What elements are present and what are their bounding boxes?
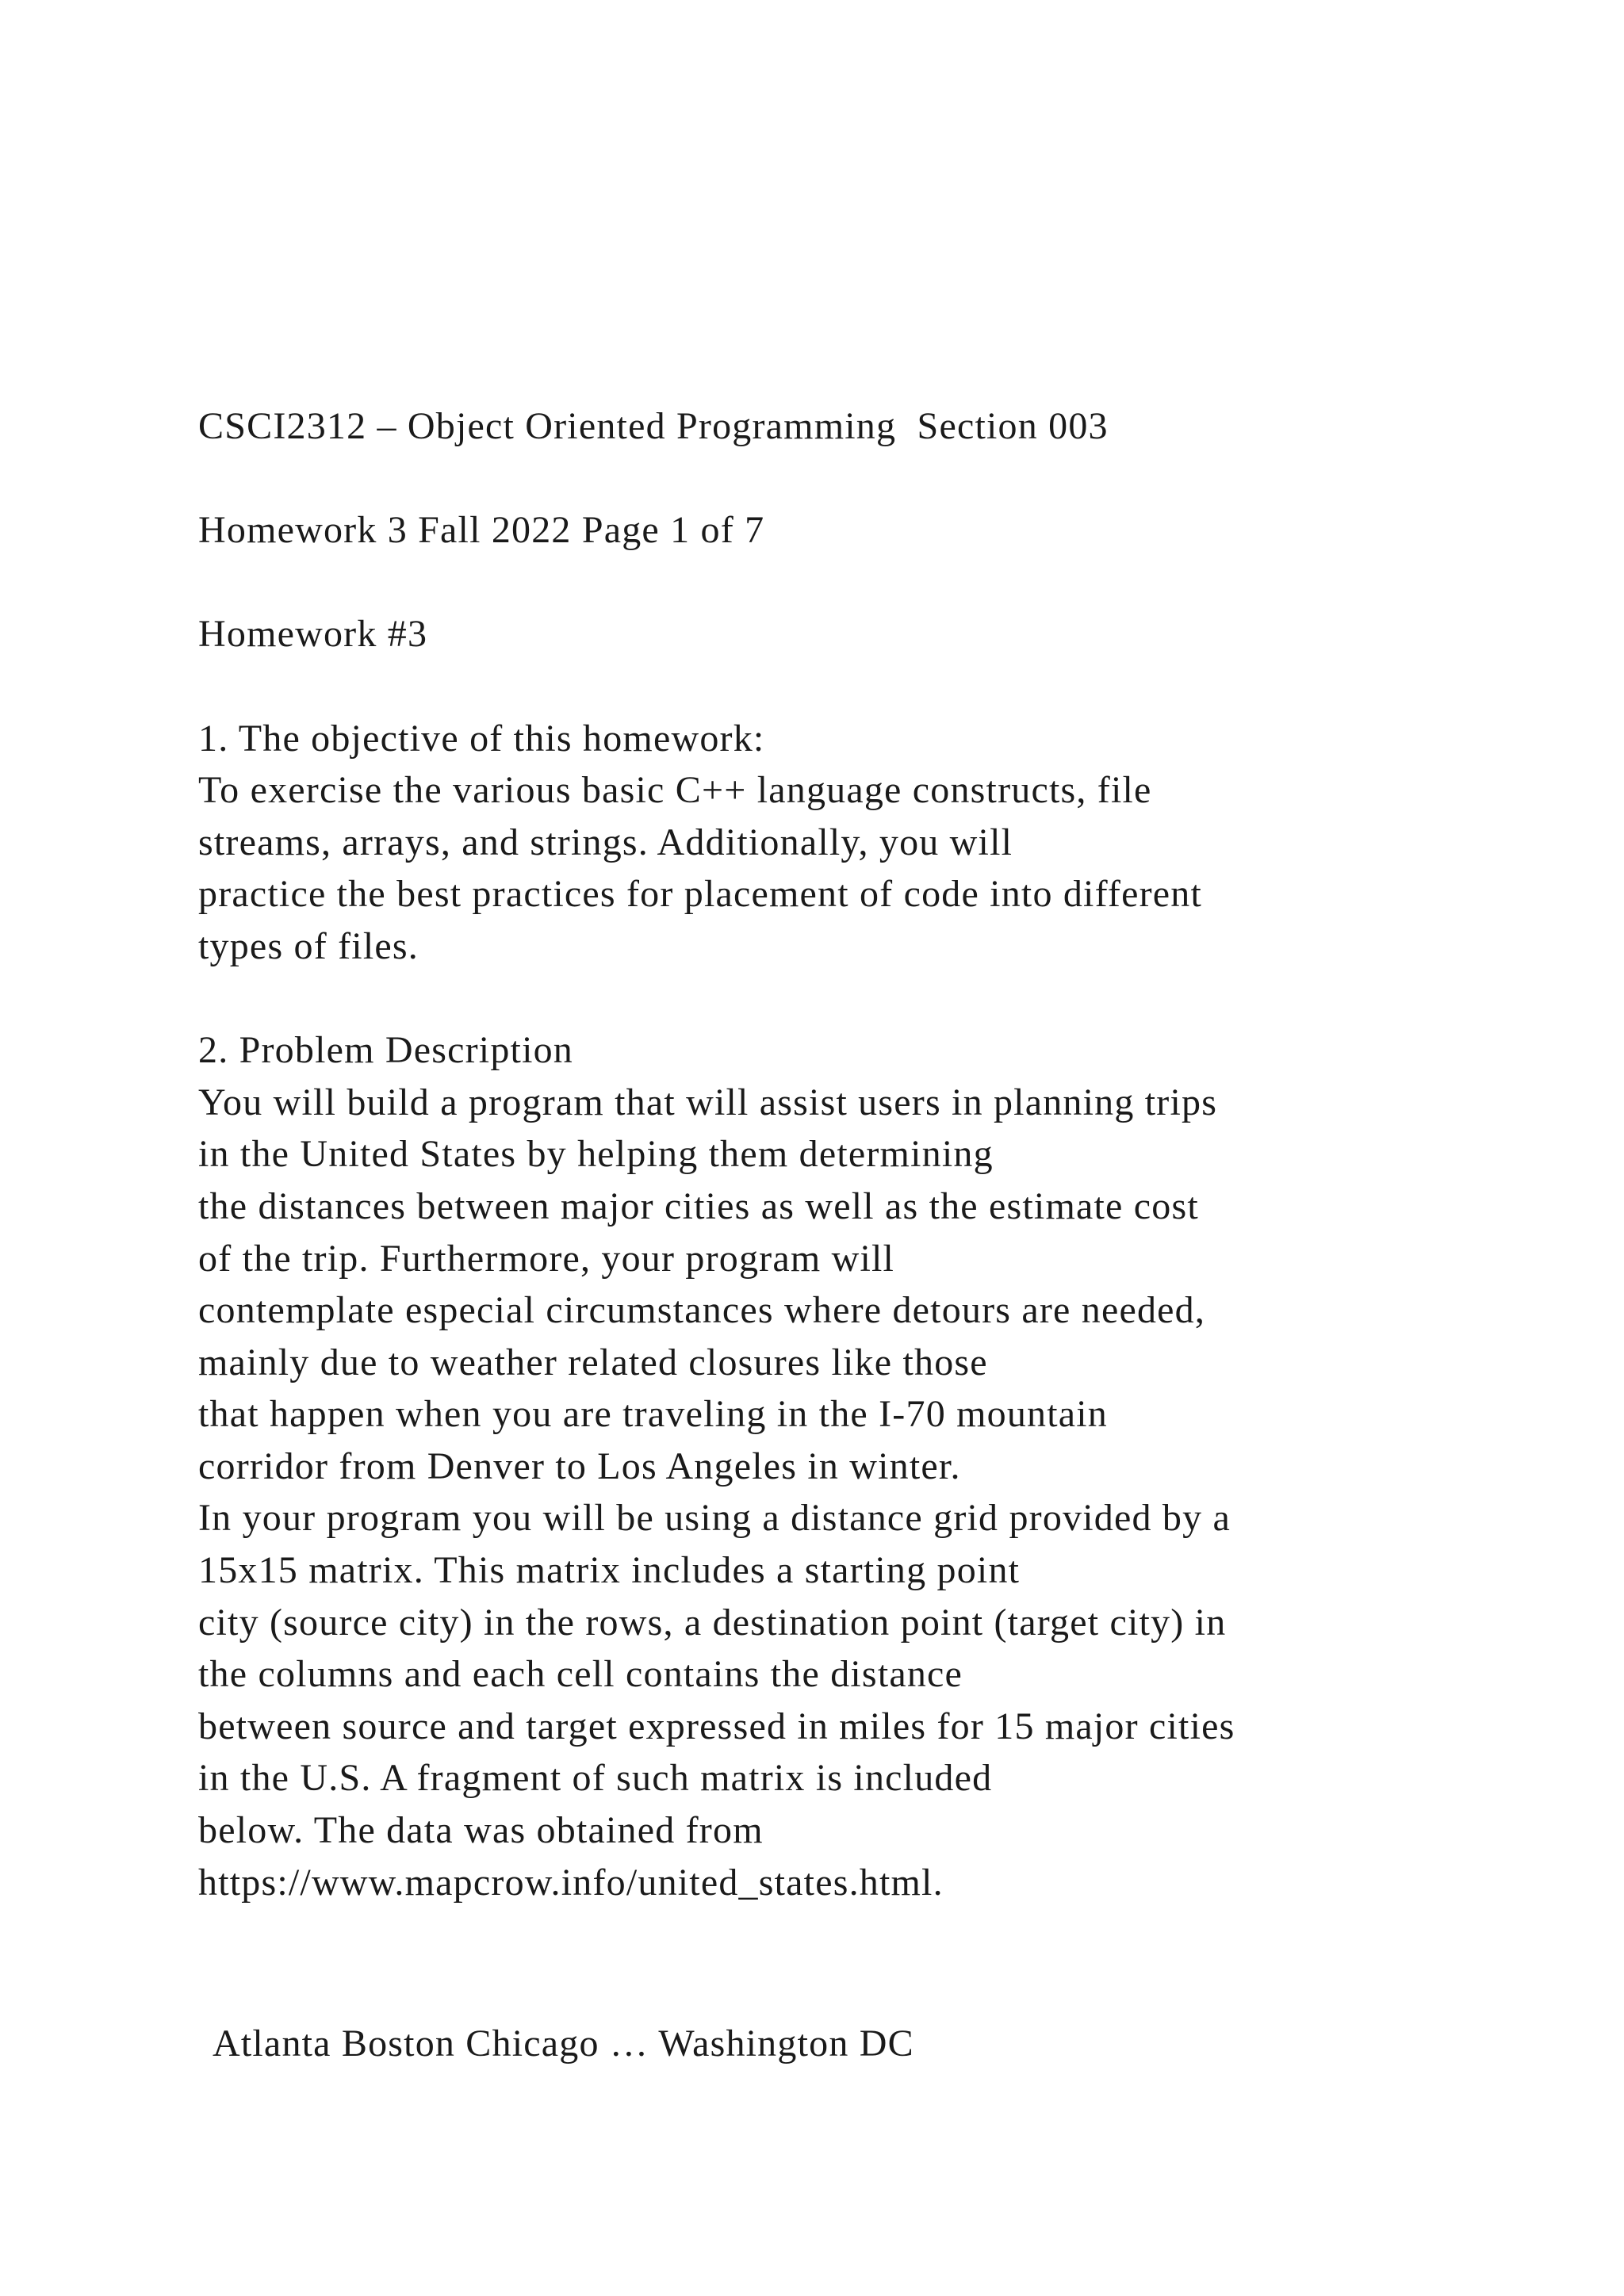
source-url: https://www.mapcrow.info/united_states.html. bbox=[198, 1861, 944, 1904]
document-body bbox=[198, 400, 1507, 1908]
homework-title: Homework #3 bbox=[198, 613, 428, 656]
spacer bbox=[198, 453, 1507, 505]
section2-line: 15x15 matrix. This matrix includes a starting point bbox=[198, 1549, 1021, 1592]
section2-line: of the trip. Furthermore, your program will bbox=[198, 1237, 895, 1280]
section2-line: city (source city) in the rows, a destination point (target city) in bbox=[198, 1601, 1227, 1644]
section2-line: below. The data was obtained from bbox=[198, 1809, 764, 1852]
section2-line: in the U.S. A fragment of such matrix is included bbox=[198, 1757, 993, 1800]
section1-line: To exercise the various basic C++ language constructs, file bbox=[198, 769, 1152, 812]
spacer bbox=[198, 660, 1507, 713]
section2-line: the columns and each cell contains the distance bbox=[198, 1653, 963, 1696]
spacer bbox=[198, 973, 1507, 1025]
section2-line: You will build a program that will assist users in planning trips bbox=[198, 1081, 1218, 1123]
section2-line: corridor from Denver to Los Angeles in winter. bbox=[198, 1445, 961, 1487]
course-line: CSCI2312 – Object Oriented Programming Section 003 bbox=[198, 405, 1109, 447]
section2-line: that happen when you are traveling in the I-70 mountain bbox=[198, 1393, 1109, 1436]
section2-line: mainly due to weather related closures like those bbox=[198, 1341, 988, 1383]
section1-line: streams, arrays, and strings. Additionally, you will bbox=[198, 821, 1013, 863]
section1-line: types of files. bbox=[198, 924, 419, 967]
section2-line: the distances between major cities as well as the estimate cost bbox=[198, 1184, 1199, 1227]
page-line: Homework 3 Fall 2022 Page 1 of 7 bbox=[198, 509, 765, 552]
section2-line: in the United States by helping them determining bbox=[198, 1133, 994, 1176]
matrix-header-row: Atlanta Boston Chicago … Washington DC bbox=[213, 2022, 914, 2064]
section1-line: practice the best practices for placement of code into different bbox=[198, 873, 1203, 916]
section1-heading: 1. The objective of this homework: bbox=[198, 717, 765, 760]
spacer bbox=[198, 557, 1507, 609]
section2-line: contemplate especial circumstances where detours are needed, bbox=[198, 1289, 1206, 1332]
section2-heading: 2. Problem Description bbox=[198, 1029, 574, 1072]
section2-line: In your program you will be using a distance grid provided by a bbox=[198, 1497, 1231, 1540]
section2-line: between source and target expressed in miles for 15 major cities bbox=[198, 1705, 1235, 1747]
